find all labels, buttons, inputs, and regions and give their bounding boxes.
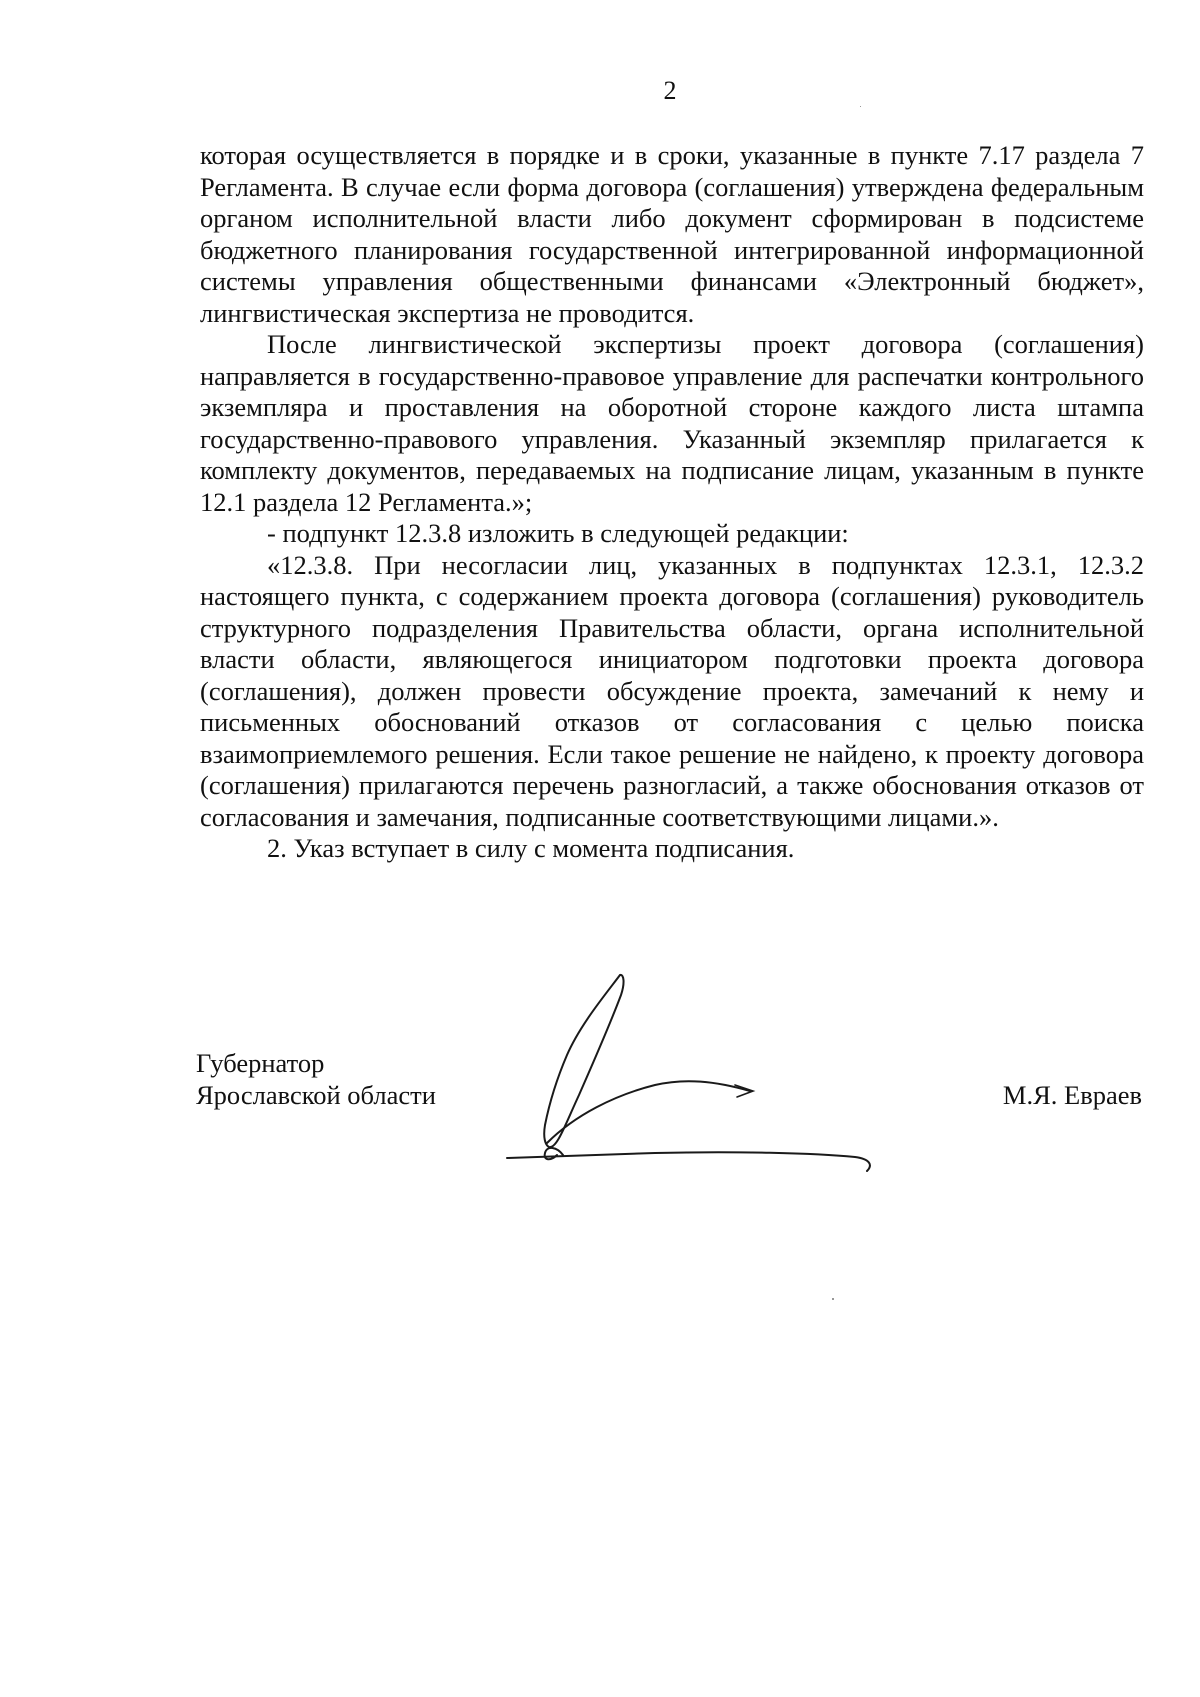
scan-speck [860,106,861,107]
signatory-title [196,1047,436,1111]
paragraph-subpoint-intro: - подпункт 12.3.8 изложить в следующей редакции: [267,518,849,548]
signatory-title-line2: Ярославской области [196,1080,436,1110]
paragraph-effective-date: 2. Указ вступает в силу с момента подписания. [267,833,795,863]
paragraph-continuation: которая осуществляется в порядке и в сроки, указанные в пункте 7.17 раздела 7 Регламента. В случае если форма договора (соглашения) утверждена федеральным органом исполнительной власти либо документ сформирован в подсистеме бюджетного планирования государственной интегрированной информационной системы управления общественными финансами «Электронный бюджет», лингвистическая экспертиза не проводится. [200,140,1144,328]
signatory-name: М.Я. Евраев [1002,1080,1142,1110]
page-number: 2 [663,76,677,105]
document-body [200,140,1144,865]
scan-speck [832,1298,834,1300]
signatory-title-line1: Губернатор [196,1048,325,1078]
paragraph-subpoint-12-3-8: «12.3.8. При несогласии лиц, указанных в подпунктах 12.3.1, 12.3.2 настоящего пункта, с содержанием проекта договора (соглашения) руководитель структурного подразделения Правительства области, органа исполнительной власти области, являющегося инициатором подготовки проекта договора (соглашения), должен провести обсуждение проекта, замечаний к нему и письменных обоснований отказов от согласования с целью поиска взаимоприемлемого решения. Если такое решение не найдено, к проекту договора (соглашения) прилагаются перечень разногласий, а также обоснования отказов от согласования и замечания, подписанные соответствующими лицами.». [200,549,1144,832]
handwritten-signature [505,965,915,1175]
paragraph-expertise: После лингвистической экспертизы проект договора (соглашения) направляется в государственно-правовое управление для распечатки контрольного экземпляра и проставления на оборотной стороне каждого листа штампа государственно-правового управления. Указанный экземпляр прилагается к комплекту документов, передаваемых на подписание лицам, указанным в пункте 12.1 раздела 12 Регламента.»; [200,329,1144,517]
